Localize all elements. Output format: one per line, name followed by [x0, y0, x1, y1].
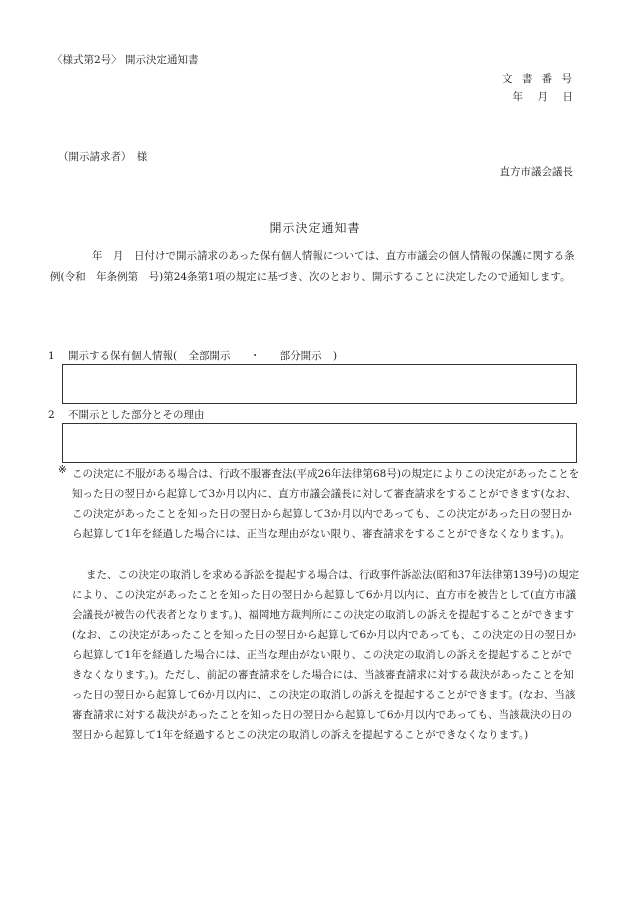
item-1-close-paren: ) — [333, 350, 338, 362]
option-separator: ・ — [249, 350, 261, 362]
document-number: 文 書 番 号 — [501, 73, 575, 85]
lawsuit-note: また、この決定の取消しを求める訴訟を提起する場合は、行政事件訴訟法(昭和37年法律第139号)の規定により、この決定があったことを知った日の翌日から起算して6か月以内に、直方市を被告として(直方市議会議長が被告の代表者となります。)、福岡地方裁判所にこの決定の取消しの訴えを提起することができます(なお、この決定があったことを知った日の翌日から起算して6か月以内であっても、この決定の日の翌日から起算して1年を経過した場合には、正当な理由がない限り、この決定の取消しの訴えを提起することができなくなります。)。ただし、前記の審査請求をした場合には、当該審査請求に対する裁決があったことを知った日の翌日から起算して6か月以内に、この決定の取消しの訴えを提起することができます。(なお、当該審査請求に対する裁決があったことを知った日の翌日から起算して6か月以内であっても、当該裁決の日の翌日から起算して1年を経過するとこの決定の取消しの訴えを提起することができなくなります。) — [72, 569, 580, 741]
body-paragraph: 年 月 日付けで開示請求のあった保有個人情報については、直方市議会の個人情報の保護に関する条例(令和 年条例第 号)第24条第1項の規定に基づき、次のとおり、開示することに決定したので通知します。 — [50, 250, 575, 283]
item-1-label: 開示する保有個人情報( — [68, 350, 178, 362]
requester-addressee: （開示請求者） 様 — [58, 151, 148, 163]
option-full-disclosure: 全部開示 — [188, 350, 231, 362]
item-1-number: 1 — [48, 350, 55, 362]
option-partial-disclosure: 部分開示 — [279, 350, 322, 362]
item-2-number: 2 — [48, 409, 55, 421]
nondisclosure-reason-box[interactable] — [62, 423, 577, 463]
disclosed-info-box[interactable] — [62, 364, 577, 404]
note-mark: ※ — [58, 464, 67, 476]
item-2-label: 不開示とした部分とその理由 — [68, 409, 205, 421]
form-label: 〈様式第2号〉 開示決定通知書 — [52, 54, 199, 66]
item-2-heading — [48, 407, 205, 422]
page-title: 開示決定通知書 — [269, 221, 361, 235]
sender-name: 直方市議会議長 — [499, 166, 573, 178]
document-date: 年 月 日 — [512, 91, 575, 103]
item-1-heading — [48, 348, 337, 363]
appeal-note: この決定に不服がある場合は、行政不服審査法(平成26年法律第68号)の規定によりこの決定があったことを知った日の翌日から起算して3か月以内に、直方市議会議長に対して審査請求をすることができます(なお、この決定があったことを知った日の翌日から起算して3か月以内であっても、この決定があった日の翌日から起算して1年を経過した場合には、正当な理由がない限り、審査請求をすることができなくなります。)。 — [72, 468, 580, 540]
